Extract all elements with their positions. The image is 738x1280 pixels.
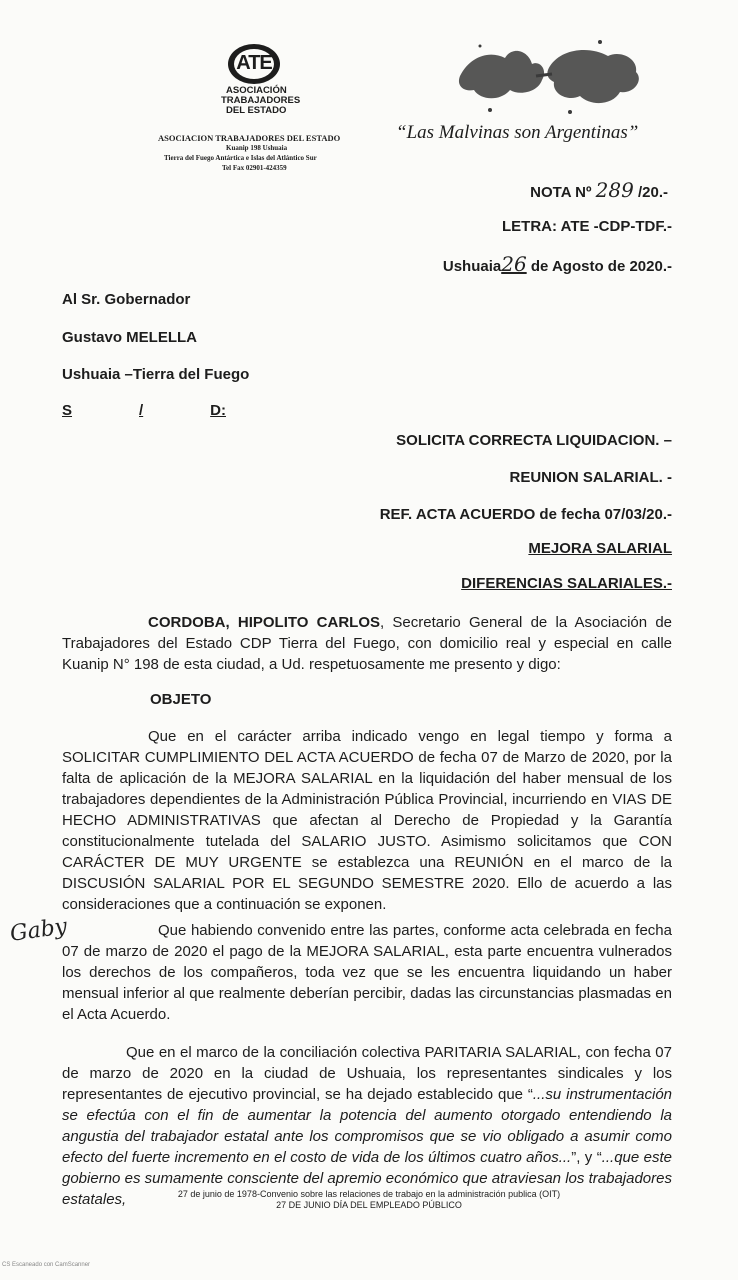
scanner-watermark-text: CS Escaneado con CamScanner [2, 1262, 91, 1268]
scanner-watermark [2, 1262, 90, 1268]
malvinas-map [450, 36, 650, 121]
addressee-place: Ushuaia –Tierra del Fuego [62, 366, 250, 383]
malvinas-islands-icon [450, 36, 650, 121]
ate-logo [226, 42, 282, 86]
letra-line: LETRA: ATE -CDP-TDF.- [502, 218, 672, 235]
org-address-line-1: ASOCIACION TRABAJADORES DEL ESTADO [158, 133, 341, 143]
sd-line [62, 402, 226, 419]
slogan: “Las Malvinas son Argentinas” [396, 122, 639, 143]
org-address-line-4: Tel Fax 02901-424359 [222, 164, 287, 172]
footer-line-1: 27 de junio de 1978-Convenio sobre las relaciones de trabajo en la administración publica (OIT) [177, 1189, 561, 1199]
nota-suffix: /20.- [637, 184, 668, 201]
objeto-heading: OBJETO [150, 691, 212, 708]
paragraph-3-start: Que en el marco de la conciliación colectiva PARITARIA SALARIAL, con fecha 07 de marzo de 2020 en la ciudad de Ushuaia, los representantes sindicales y los representantes de ejecutivo provincial, se ha dejado establecido que “ [62, 1044, 672, 1103]
paragraph-3-quote-1: ...su instrumentación se efectúa con el fin de aumentar la potencia del aumento otorgado entendiendo la angustia del trabajador estatal ante los compromisos que se vio obligado a asumir como efecto del fuerte incremento en el costo de vida de los últimos cuatro años... [62, 1086, 673, 1166]
footer-line-2: 27 DE JUNIO DÍA DEL EMPLEADO PÚBLICO [276, 1200, 462, 1210]
intro-paragraph [62, 612, 672, 675]
org-name-line-1: ASOCIACIÓN [226, 85, 287, 96]
org-name-line-2: TRABAJADORES [221, 95, 301, 106]
margin-initials: Gaby [8, 914, 69, 947]
date-place: Ushuaia [442, 258, 502, 275]
paragraph-1: Que en el carácter arriba indicado vengo en legal tiempo y forma a SOLICITAR CUMPLIMIENTO DEL ACTA ACUERDO de fecha 07 de Marzo de 2020, por la falta de aplicación de la MEJORA SALARIAL en la liquidación del haber mensual de los trabajadores dependientes de la Administración Pública Provincial, incurriendo en VIAS DE HECHO ADMINISTRATIVAS que afectan al Derecho de Propiedad y la Garantía constitucionalmente tutelada del SALARIO JUSTO. Asimismo solicitamos que CON CARÁCTER DE MUY URGENTE se establezca una REUNIÓN en el marco de la DISCUSIÓN SALARIAL POR EL SEGUNDO SEMESTRE 2020. Ello de acuerdo a las consideraciones que a continuación se exponen. [62, 728, 672, 913]
intro-rest: , Secretario General de la Asociación de Trabajadores del Estado CDP Tierra del Fuego, con domicilio real y especial en calle Kuanip N° 198 de esta ciudad, a Ud. respetuosamente me presento y digo: [62, 614, 672, 673]
sd-d: D: [210, 402, 226, 419]
date-rest: de Agosto de 2020.- [530, 258, 672, 275]
addressee-title: Al Sr. Gobernador [62, 291, 191, 308]
paragraph-3-mid: ”, y “ [571, 1149, 602, 1166]
subject-line-2: REUNION SALARIAL. - [509, 469, 672, 486]
sd-slash: / [139, 402, 144, 419]
paragraph-3-quote-2: ...que este gobierno es sumamente consciente del apremio económico que atraviesan los trabajadores estatales, [62, 1149, 672, 1208]
addressee-name: Gustavo MELELLA [62, 329, 198, 346]
ate-logo-text: ATE [236, 52, 272, 74]
nota-prefix: NOTA Nº [530, 184, 592, 201]
subject-line-1: SOLICITA CORRECTA LIQUIDACION. – [396, 432, 672, 449]
org-address-line-2: Kuanip 198 Ushuaia [226, 144, 288, 152]
org-name-line-3: DEL ESTADO [226, 105, 287, 116]
org-address-line-3: Tierra del Fuego Antártica e Islas del Atlántico Sur [164, 154, 317, 162]
paragraph-2: Que habiendo convenido entre las partes, conforme acta celebrada en fecha 07 de marzo de 2020 el pago de la MEJORA SALARIAL, esta parte encuentra vulnerados los derechos de los compañeros, toda vez que se les encuentra liquidando un haber mensual inferior al que realmente deberían percibir, dadas las circunstancias plasmadas en el Acta Acuerdo. [62, 922, 672, 1023]
date-line [443, 252, 672, 276]
subject-mejora: MEJORA SALARIAL [528, 540, 672, 557]
intro-name: CORDOBA, HIPOLITO CARLOS [148, 614, 381, 631]
nota-number: 289 [595, 178, 634, 202]
subject-ref: REF. ACTA ACUERDO de fecha 07/03/20.- [379, 506, 672, 523]
nota-line [530, 178, 668, 202]
date-day: 26 [501, 252, 527, 276]
sd-s: S [62, 402, 73, 419]
subject-diferencias: DIFERENCIAS SALARIALES.- [461, 575, 672, 592]
paragraph-3 [62, 1042, 672, 1210]
